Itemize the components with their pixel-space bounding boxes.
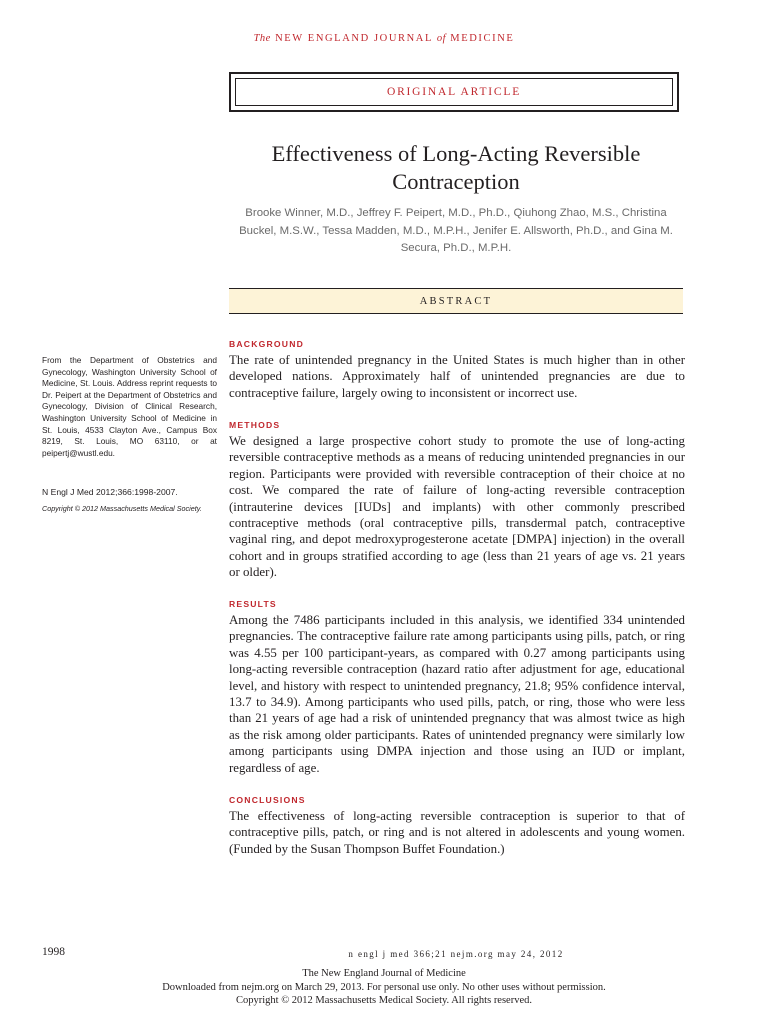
conclusions-text: The effectiveness of long-acting reversible contraception is superior to that of contraceptive pills, patch, or ring and is not altered in adolescents and young women. (Funded by the Susan Thompson Buffet Foundation.) bbox=[229, 809, 685, 856]
methods-heading: METHODS bbox=[229, 420, 281, 430]
conclusions-heading: CONCLUSIONS bbox=[229, 795, 306, 805]
journal-header-prefix: The bbox=[253, 33, 271, 44]
abstract-header bbox=[229, 288, 683, 314]
article-title: Effectiveness of Long-Acting Reversible Contraception bbox=[271, 141, 641, 194]
download-line-source: Downloaded from nejm.org on March 29, 2013. For personal use only. No other uses without permission. bbox=[162, 981, 606, 993]
background-text: The rate of unintended pregnancy in the United States is much higher than in other developed nations. Approximately half of unintended pregnancies are due to contraceptive failure, largely owing to inconsistent or incorrect use. bbox=[229, 353, 685, 400]
page-number: 1998 bbox=[42, 946, 65, 958]
journal-header-of: of bbox=[436, 33, 447, 44]
citation: N Engl J Med 2012;366:1998-2007. bbox=[42, 487, 178, 497]
methods-text: We designed a large prospective cohort study to promote the use of long-acting reversible contraceptive methods as a means of reducing unintended pregnancies in our region. Participants were provided with reversible contraception of their choice at no cost. We compared the rate of failure of long-acting reversible contraception (intrauterine devices [IUDs] and implants) with other commonly prescribed contraceptive methods (oral contraceptive pills, transdermal patch, contraceptive vaginal ring, and depot medroxyprogesterone acetate [DMPA] injection) in the overall cohort and in groups stratified according to age (less than 21 years of age vs. 21 years or older). bbox=[229, 434, 685, 580]
background-heading: BACKGROUND bbox=[229, 339, 305, 349]
results-text: Among the 7486 participants included in this analysis, we identified 334 unintended pregnancies. The contraceptive failure rate among participants using pills, patch, or ring was 4.55 per 100 participant-years, as compared with 0.27 among participants using long-acting reversible contraception (hazard ratio after adjustment for age, educational level, and history with respect to unintended pregnancy, 21.8; 95% confidence interval, 13.7 to 34.9). Among participants who used pills, patch, or ring, those who were less than 21 years of age had a risk of unintended pregnancy that was almost twice as high as the risk among older participants. Rates of unintended pregnancy were similarly low among participants using DMPA injection and those using an IUD or implant, regardless of age. bbox=[229, 613, 685, 775]
running-footer: n engl j med 366;21 nejm.org may 24, 2012 bbox=[348, 949, 564, 959]
author-list: Brooke Winner, M.D., Jeffrey F. Peipert, M.D., Ph.D., Qiuhong Zhao, M.S., Christina Buckel, M.S.W., Tessa Madden, M.D., M.P.H., Jenifer E. Allsworth, Ph.D., and Gina M. Secura, Ph.D., M.P.H. bbox=[239, 207, 673, 254]
download-line-copyright: Copyright © 2012 Massachusetts Medical Society. All rights reserved. bbox=[236, 995, 532, 1007]
journal-header bbox=[0, 33, 768, 44]
article-type: ORIGINAL ARTICLE bbox=[386, 86, 522, 98]
abstract-label: ABSTRACT bbox=[419, 295, 493, 307]
affiliation-note: From the Department of Obstetrics and Gynecology, Washington University School of Medicine, St. Louis. Address reprint requests to Dr. Peipert at the Department of Obstetrics and Gynecology, Division of Clinical Research, Washington University School of Medicine in St. Louis, 4533 Clayton Ave., Campus Box 8219, St. Louis, MO 63110, or at peipertj@wustl.edu. bbox=[42, 355, 217, 458]
results-heading: RESULTS bbox=[229, 599, 277, 609]
journal-header-suffix: MEDICINE bbox=[450, 33, 515, 44]
download-notice bbox=[0, 967, 768, 1008]
article-type-box bbox=[229, 72, 679, 112]
copyright-note: Copyright © 2012 Massachusetts Medical Society. bbox=[42, 504, 202, 513]
journal-header-name: NEW ENGLAND JOURNAL bbox=[275, 33, 433, 44]
download-line-journal: The New England Journal of Medicine bbox=[302, 968, 466, 979]
